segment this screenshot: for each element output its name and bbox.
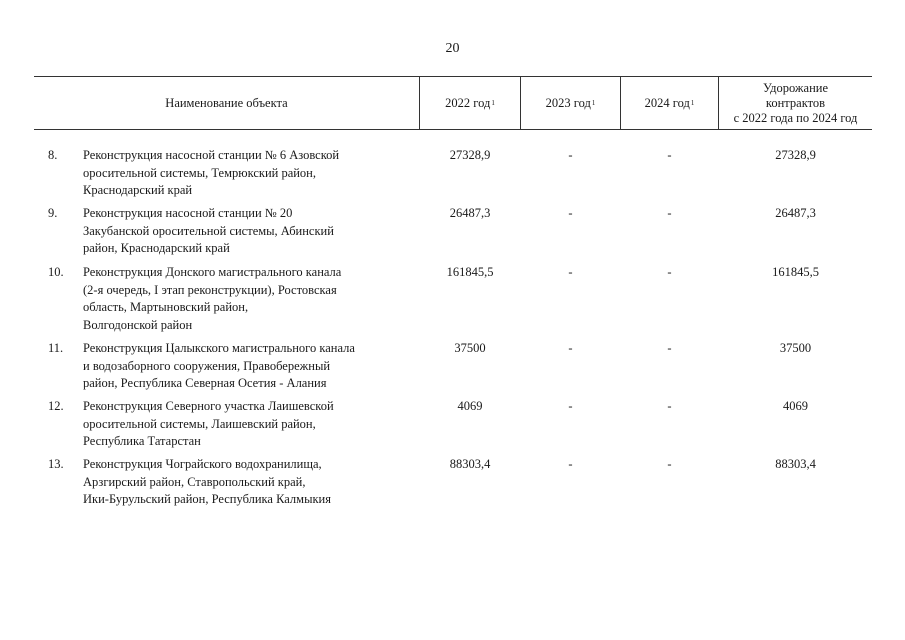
header-2022-label: 2022 год [445, 95, 491, 110]
object-name-line: оросительной системы, Темрюкский район, [83, 165, 317, 180]
object-name-line: оросительной системы, Лаишевский район, [83, 416, 316, 431]
value-2023: - [568, 341, 573, 355]
object-name-line: (2-я очередь, I этап реконструкции), Ростовская [83, 282, 337, 297]
table-header-bottom-rule [34, 129, 872, 130]
object-name-line: Реконструкция Цалыкского магистрального канала [83, 341, 355, 355]
row-number: 13. [48, 457, 64, 471]
row-number: 11. [48, 341, 64, 355]
value-2023: - [568, 457, 573, 471]
value-2022: 88303,4 [449, 457, 491, 471]
object-name-line: район, Республика Северная Осетия - Алания [83, 376, 327, 390]
header-cost-increase [719, 77, 872, 129]
value-2024: - [667, 399, 672, 413]
value-2022: 37500 [454, 341, 486, 355]
value-2023: - [568, 399, 573, 413]
header-2023-label: 2023 год [545, 95, 591, 110]
value-cost-increase: 161845,5 [772, 265, 819, 279]
value-2024: - [667, 265, 672, 279]
object-name [83, 340, 413, 393]
value-cost-increase: 26487,3 [775, 206, 816, 220]
value-2023: - [568, 148, 573, 162]
value-cost-increase: 4069 [783, 399, 808, 413]
value-cost-increase: 27328,9 [775, 148, 816, 162]
header-2024 [621, 77, 718, 129]
header-cost-increase-line: Удорожание [762, 80, 828, 95]
value-2024: - [667, 206, 672, 220]
footnote-mark: 1 [491, 98, 495, 107]
table-header [34, 77, 872, 129]
value-2022: 161845,5 [446, 265, 494, 279]
value-2024: - [667, 341, 672, 355]
value-2022: 26487,3 [449, 206, 491, 220]
value-cost-increase: 37500 [779, 341, 812, 355]
object-name-line: Волгодонской район [83, 317, 193, 332]
object-name-line: Арзгирский район, Ставропольский край, [83, 474, 306, 489]
row-number: 8. [48, 148, 58, 162]
row-number: 9. [48, 206, 58, 220]
object-name [83, 147, 413, 200]
header-2023 [521, 77, 620, 129]
object-name-line: Республика Татарстан [83, 434, 201, 448]
object-name-line: Закубанской оросительной системы, Абинский [83, 223, 334, 238]
footnote-mark: 1 [690, 98, 695, 107]
object-name-line: Реконструкция Чограйского водохранилища, [83, 457, 322, 471]
object-name [83, 205, 413, 258]
value-2023: - [568, 265, 573, 279]
object-name [83, 398, 413, 451]
object-name [83, 456, 413, 509]
header-2022 [420, 77, 520, 129]
value-2023: - [568, 206, 573, 220]
row-number: 12. [48, 399, 64, 413]
object-name-line: Реконструкция насосной станции № 6 Азовской [83, 148, 340, 162]
row-number: 10. [48, 265, 64, 279]
object-name-line: и водозаборного сооружения, Правобережный [83, 358, 331, 373]
page-number: 20 [445, 41, 460, 56]
object-name-line: район, Краснодарский край [83, 241, 230, 255]
value-2024: - [667, 148, 672, 162]
footnote-mark: 1 [591, 98, 596, 107]
value-2022: 4069 [457, 399, 483, 413]
header-object-name: Наименование объекта [165, 95, 288, 110]
object-name-line: Реконструкция насосной станции № 20 [83, 206, 293, 220]
object-name-line: Ики-Бурульский район, Республика Калмыкия [83, 492, 331, 506]
value-2024: - [667, 457, 672, 471]
object-name-line: Краснодарский край [83, 183, 193, 197]
header-cost-increase-line: контрактов [765, 95, 826, 110]
value-2022: 27328,9 [449, 148, 491, 162]
object-name [83, 264, 413, 334]
object-name-line: Реконструкция Донского магистрального канала [83, 265, 342, 279]
object-name-line: область, Мартыновский район, [83, 300, 249, 314]
value-cost-increase: 88303,4 [775, 457, 816, 471]
header-cost-increase-line: с 2022 года по 2024 год [733, 110, 858, 125]
header-2024-label: 2024 год [644, 95, 690, 110]
object-name-line: Реконструкция Северного участка Лаишевской [83, 399, 334, 413]
